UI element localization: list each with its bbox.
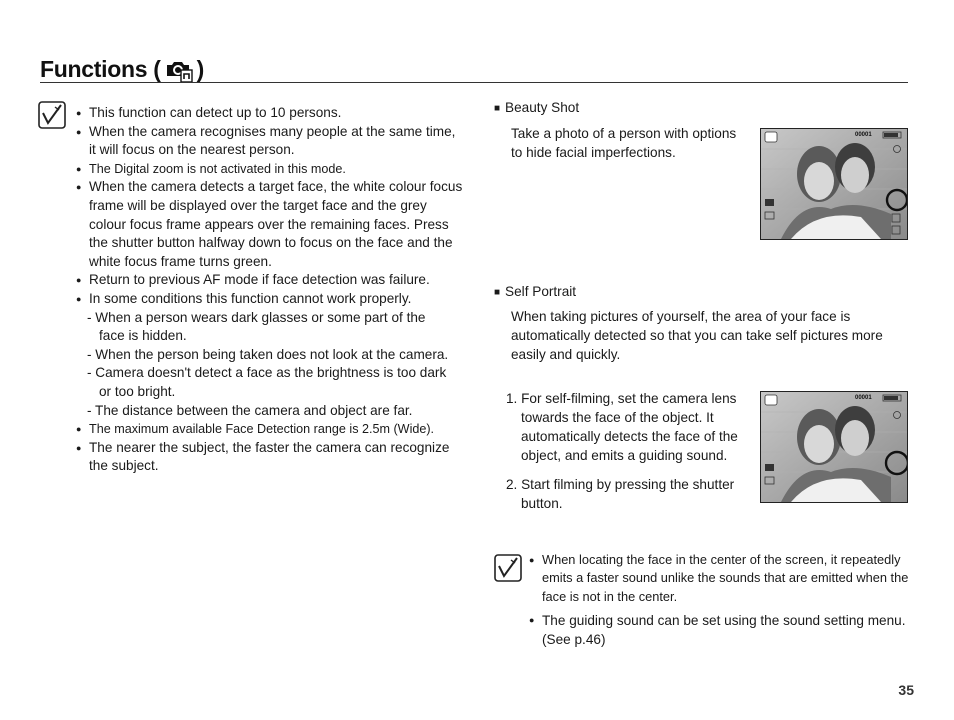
list-item: ● In some conditions this function cannot work properly. <box>76 290 466 309</box>
page-title-text-right: ) <box>196 56 204 82</box>
list-item: ● The maximum available Face Detection range is 2.5m (Wide). <box>76 420 466 439</box>
face-detection-notes <box>76 104 466 476</box>
face-detection-camera-icon <box>164 57 194 83</box>
shot-counter: 00001 <box>855 395 872 401</box>
title-divider <box>40 82 908 83</box>
list-item: ● Return to previous AF mode if face detection was failure. <box>76 271 466 290</box>
condition-item: - Camera doesn't detect a face as the brightness is too dark or too bright. <box>87 365 447 399</box>
note-pencil-icon <box>494 554 522 582</box>
list-item: ● The Digital zoom is not activated in this mode. <box>76 160 466 179</box>
guiding-sound-notes <box>528 551 916 654</box>
self-portrait-description: When taking pictures of yourself, the area of your face is automatically detected so that you can take self pictures more easily and quickly. <box>511 309 883 362</box>
page-number: 35 <box>898 682 914 698</box>
list-item: ● When the camera detects a target face, the white colour focus frame will be displayed over the target face and the grey colour focus frame appears over the remaining faces. Press the shutter button halfway down to focus on the face and the white focus frame turns green. <box>76 178 466 271</box>
page-title-text-left: Functions ( <box>40 56 161 82</box>
condition-item: - When a person wears dark glasses or some part of the face is hidden. <box>87 309 426 344</box>
portrait-photo <box>761 392 907 502</box>
list-item: ● When locating the face in the center of the screen, it repeatedly emits a faster sound unlike the sounds that are emitted when the face is not in the center. <box>528 551 916 606</box>
note-pencil-icon <box>38 101 66 129</box>
condition-item: - The distance between the camera and object are far. <box>87 402 413 418</box>
list-item: ● When the camera recognises many people at the same time, it will focus on the nearest person. <box>76 123 466 160</box>
list-item: ● This function can detect up to 10 persons. <box>76 104 466 123</box>
page-title <box>40 56 204 83</box>
beauty-shot-heading: ■ Beauty Shot <box>494 98 579 119</box>
beauty-shot-lcd-preview <box>760 128 908 240</box>
portrait-photo <box>761 129 907 239</box>
list-item: ● The nearer the subject, the faster the camera can recognize the subject. <box>76 439 466 476</box>
self-portrait-lcd-preview <box>760 391 908 503</box>
self-portrait-heading: ■ Self Portrait <box>494 282 576 303</box>
condition-item: - When the person being taken does not look at the camera. <box>87 346 449 362</box>
self-portrait-step-2: 2. Start filming by pressing the shutter button. <box>506 477 735 511</box>
list-item: ● The guiding sound can be set using the sound setting menu. (See p.46) <box>528 611 916 649</box>
self-portrait-step-1: 1. For self-filming, set the camera lens towards the face of the object. It automatically detects the face of the object, and emits a guiding sound. <box>506 391 738 463</box>
shot-counter: 00001 <box>855 132 872 138</box>
beauty-shot-description: Take a photo of a person with options to hide facial imperfections. <box>511 126 737 160</box>
